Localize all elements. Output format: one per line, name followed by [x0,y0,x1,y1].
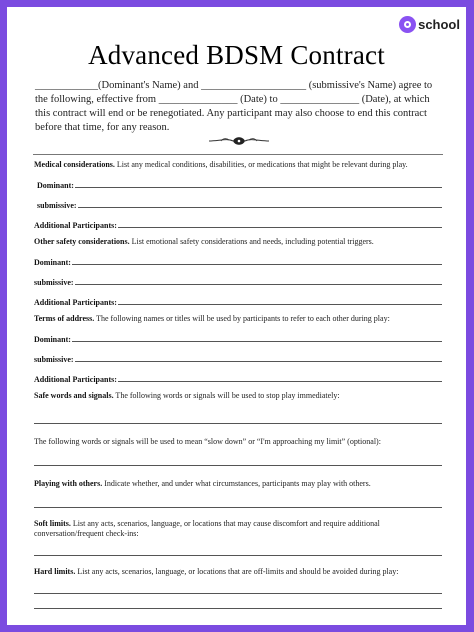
safety-section [34,234,442,247]
soft-limits-text: List any acts, scenarios, language, or locations that may cause discomfort and require additional conversation/frequent check-ins: [34,519,380,538]
additional-participants-label: Additional Participants: [34,375,117,384]
dominant-label: Dominant: [34,335,71,344]
others-heading: Playing with others. [34,479,103,488]
hard-limits-line[interactable] [34,593,442,594]
document-page [7,7,466,625]
hard-limits-text: List any acts, scenarios, language, or locations that are off-limits and should be avoided during play: [75,567,399,576]
safewords-text: The following words or signals will be used to stop play immediately: [113,391,340,400]
address-additional-field[interactable] [34,370,442,384]
dominant-line[interactable] [72,264,442,265]
intro-paragraph: ____________(Dominant's Name) and ____________________ (submissive's Name) agree to the following, effective from _______________ (Date) to _______________ (Date), at which this contract will end or be renegotiated. Any participant may also choose to end this contract before that time, for any reason. [35,80,433,133]
hard-limits-heading: Hard limits. [34,567,76,576]
others-text: Indicate whether, and under what circumstances, participants may play with others. [102,479,371,488]
additional-participants-line[interactable] [118,227,442,228]
medical-additional-field[interactable] [34,216,442,230]
soft-limits-line[interactable] [34,555,442,556]
slowdown-line[interactable] [34,465,442,466]
others-section [34,476,442,489]
submissive-line[interactable] [78,207,442,208]
soft-limits-heading: Soft limits. [34,519,71,528]
submissive-line[interactable] [75,361,442,362]
safewords-heading: Safe words and signals. [34,391,114,400]
medical-section [34,157,442,170]
submissive-label: submissive: [34,278,74,287]
additional-participants-label: Additional Participants: [34,221,117,230]
contract-body [34,157,442,609]
address-section [34,311,442,324]
submissive-line[interactable] [75,284,442,285]
dominant-line[interactable] [75,187,442,188]
safety-dominant-field[interactable] [34,253,442,267]
ornament-divider-icon [207,133,271,149]
dominant-line[interactable] [72,341,442,342]
hard-limits-line-2[interactable] [34,608,442,609]
slowdown-section [34,434,442,447]
medical-dominant-field[interactable] [34,176,442,190]
header-rule [33,154,443,155]
hard-limits-section [34,564,442,577]
o-logo-icon [399,16,416,33]
medical-heading: Medical considerations. [34,160,115,169]
address-submissive-field[interactable] [34,350,442,364]
medical-text: List any medical conditions, disabilities, or medications that might be relevant during play. [114,160,408,169]
brand-name: school [418,16,460,32]
safety-text: List emotional safety considerations and needs, including potential triggers. [129,237,374,246]
medical-submissive-field[interactable] [34,196,442,210]
safewords-section [34,388,442,401]
additional-participants-line[interactable] [118,381,442,382]
others-line[interactable] [34,507,442,508]
safety-additional-field[interactable] [34,293,442,307]
soft-limits-section [34,516,442,539]
dominant-label: Dominant: [34,258,71,267]
address-heading: Terms of address. [34,314,95,323]
address-text: The following names or titles will be used by participants to refer to each other during play: [94,314,390,323]
safety-submissive-field[interactable] [34,273,442,287]
address-dominant-field[interactable] [34,330,442,344]
slowdown-text: The following words or signals will be used to mean “slow down” or “I'm approaching my limit” (optional): [34,437,381,446]
safety-heading: Other safety considerations. [34,237,130,246]
additional-participants-label: Additional Participants: [34,298,117,307]
submissive-label: submissive: [34,355,74,364]
dominant-label: Dominant: [37,181,74,190]
safewords-line[interactable] [34,423,442,424]
submissive-label: submissive: [37,201,77,210]
document-title: Advanced BDSM Contract [88,40,385,70]
brand-logo[interactable] [399,12,460,36]
additional-participants-line[interactable] [118,304,442,305]
